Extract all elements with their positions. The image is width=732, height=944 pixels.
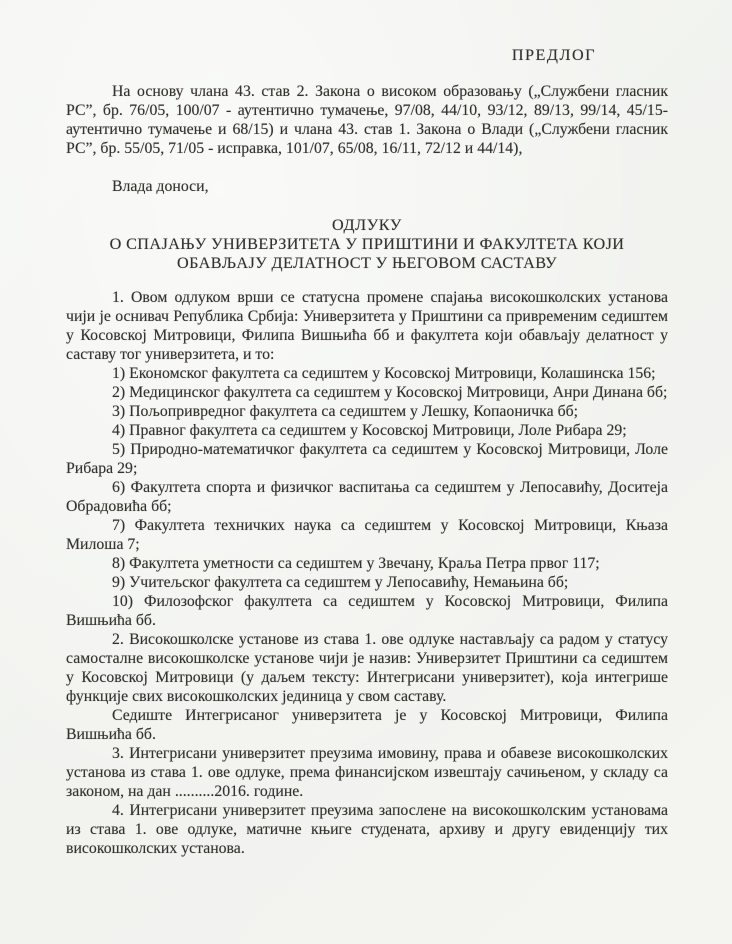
list-item-2: 2) Медицинског факултета са седиштем у Косовској Митровици, Анри Динана бб; bbox=[112, 384, 668, 401]
list-item-4: 4) Правног факултета са седиштем у Косовској Митровици, Лоле Рибара 29; bbox=[112, 422, 627, 439]
decision-subtitle-line-2: ОБАВЉАЈУ ДЕЛАТНОСТ У ЊЕГОВОМ САСТАВУ bbox=[177, 254, 557, 272]
decision-subtitle-line-1: О СПАЈАЊУ УНИВЕРЗИТЕТА У ПРИШТИНИ И ФАКУЛТЕТА КОЈИ bbox=[109, 235, 625, 253]
list-item-8: 8) Факултета уметности са седиштем у Звечану, Краља Петра првог 117; bbox=[112, 555, 600, 572]
list-item-10: 10) Филозофског факултета са седиштем у Косовској Митровици, Филипа Вишњића бб. bbox=[66, 593, 668, 629]
body-paragraph-4: 4. Интегрисани универзитет преузима запослене на високошколским установама из става 1. ове одлуке, матичне књиге студената, архиву и другу евиденцију тих високошколских установа. bbox=[66, 802, 668, 857]
enacting-clause: Влада доноси, bbox=[112, 178, 209, 195]
decision-title: ОДЛУКУ bbox=[332, 216, 402, 234]
body-paragraph-2: 2. Високошколске установе из става 1. ове одлуке настављају са радом у статусу самосталне високошколске установе чији је назив: Универзитет Приштини са седиштем у Косовској Митровици (у даљем тексту: Интегрисани универзитет), која интегрише функције свих високошколских јединица у свом саставу. bbox=[66, 631, 668, 705]
list-item-3: 3) Пољопривредног факултета са седиштем у Лешку, Копаоничка бб; bbox=[112, 403, 579, 420]
list-item-1: 1) Економског факултета са седиштем у Косовској Митровици, Колашинска 156; bbox=[112, 365, 656, 382]
list-item-6: 6) Факултета спорта и физичког васпитања са седиштем у Лепосавићу, Доситеја Обрадовића бб; bbox=[66, 479, 668, 515]
body-paragraph-1: 1. Овом одлуком врши се статусна промене спајања високошколских установа чији је оснивач Република Србија: Универзитета у Приштини са привременим седиштем у Косовској Митровици, Филипа Вишњића бб и факултета који обављају делатност у саставу тог универзитета, и то: bbox=[66, 289, 668, 363]
list-item-7: 7) Факултета техничких наука са седиштем у Косовској Митровици, Књаза Милоша 7; bbox=[66, 517, 668, 553]
document-body bbox=[66, 288, 668, 858]
body-paragraph-3: 3. Интегрисани универзитет преузима имовину, права и обавезе високошколских установа из става 1. ове одлуке, према финансијском извештају сачињеном, у складу са законом, на дан ..........2016. године. bbox=[66, 745, 668, 800]
proposal-label: ПРЕДЛОГ bbox=[511, 46, 596, 64]
list-item-9: 9) Учитељског факултета са седиштем у Лепосавићу, Немањина бб; bbox=[112, 574, 569, 591]
list-item-5: 5) Природно-математичког факултета са седиштем у Косовској Митровици, Лоле Рибара 29; bbox=[66, 441, 668, 477]
preamble-paragraph: На основу члана 43. став 2. Закона о високом образовању („Службени гласник РС”, бр. 76/05, 100/07 - аутентично тумачење, 97/08, 44/10, 93/12, 89/13, 99/14, 45/15-аутентично тумачење и 68/15) и члана 43. став 1. Закона о Влади („Службени гласник РС”, бр. 55/05, 71/05 - исправка, 101/07, 65/08, 16/11, 72/12 и 44/14), bbox=[66, 83, 668, 157]
body-paragraph-seat: Седиште Интегрисаног универзитета је у Косовској Митровици, Филипа Вишњића бб. bbox=[66, 707, 668, 743]
